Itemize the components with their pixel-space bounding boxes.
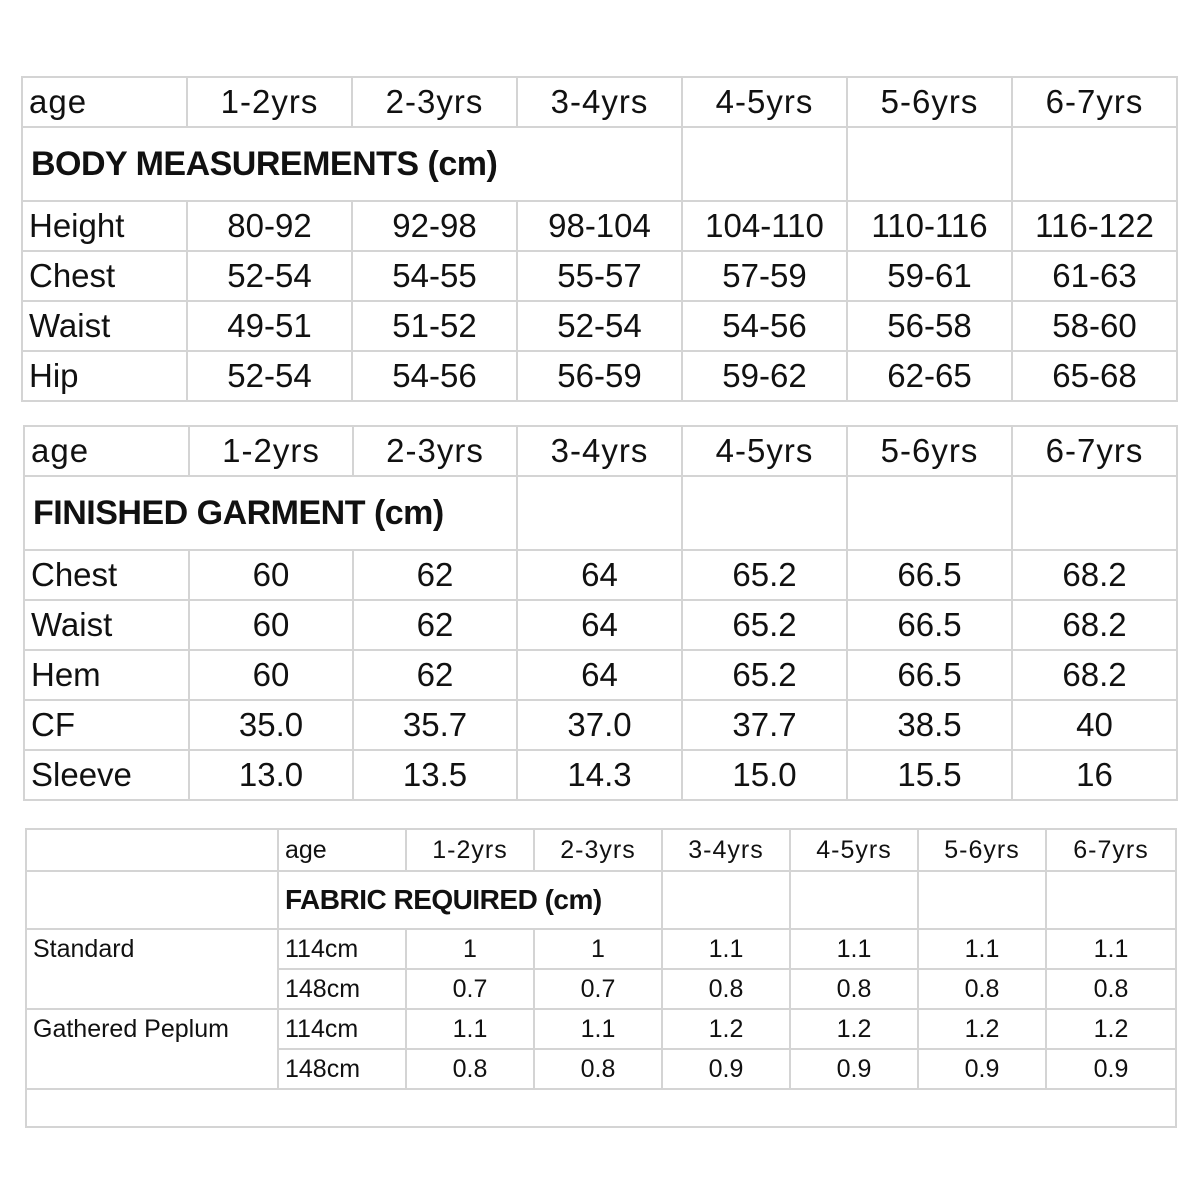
fabric-style-label: Standard [26,929,278,969]
fabric-style-label [26,969,278,1009]
table-cell: 15.0 [682,750,847,800]
table-cell: 0.9 [918,1049,1046,1089]
table-cell: 14.3 [517,750,682,800]
table-cell: 1.1 [1046,929,1176,969]
table-cell: 54-56 [352,351,517,401]
table-cell: 40 [1012,700,1177,750]
row-label: Hip [22,351,187,401]
table-cell: 65.2 [682,650,847,700]
table-cell: 60 [189,600,353,650]
age-col-header: 2-3yrs [352,77,517,127]
fabric-style-label: Gathered Peplum [26,1009,278,1049]
empty-cell [682,476,847,550]
table-cell: 16 [1012,750,1177,800]
table-row [24,600,1177,650]
age-col-header: 5-6yrs [847,426,1012,476]
empty-cell [1012,476,1177,550]
table-cell: 1 [534,929,662,969]
table-row [22,251,1177,301]
table-cell: 59-61 [847,251,1012,301]
age-header-row [24,426,1177,476]
empty-cell [847,127,1012,201]
age-col-header: 3-4yrs [662,829,790,871]
table-cell: 65-68 [1012,351,1177,401]
table-row [24,550,1177,600]
section-title-row [26,871,1176,929]
table-cell: 1.2 [790,1009,918,1049]
table-cell: 57-59 [682,251,847,301]
age-label: age [24,426,189,476]
empty-cell [918,871,1046,929]
table-cell: 59-62 [682,351,847,401]
table-row [26,969,1176,1009]
empty-cell [26,829,278,871]
row-label: Waist [24,600,189,650]
table-cell: 66.5 [847,550,1012,600]
table-row [26,1009,1176,1049]
body-measurements-table [21,76,1178,402]
empty-cell [1046,871,1176,929]
table-cell: 65.2 [682,550,847,600]
age-col-header: 1-2yrs [406,829,534,871]
table-cell: 64 [517,550,682,600]
table-cell: 0.8 [534,1049,662,1089]
row-label: Hem [24,650,189,700]
table-cell: 35.0 [189,700,353,750]
table-cell: 52-54 [187,251,352,301]
table-row [24,700,1177,750]
table-cell: 116-122 [1012,201,1177,251]
table-cell: 51-52 [352,301,517,351]
table-cell: 52-54 [187,351,352,401]
empty-cell [26,1089,1176,1127]
fabric-width-label: 114cm [278,929,406,969]
table-cell: 1.2 [1046,1009,1176,1049]
table-cell: 38.5 [847,700,1012,750]
age-header-row [26,829,1176,871]
age-col-header: 4-5yrs [682,426,847,476]
table-cell: 64 [517,600,682,650]
table-cell: 13.5 [353,750,517,800]
table-cell: 54-56 [682,301,847,351]
fabric-width-label: 114cm [278,1009,406,1049]
table-cell: 0.8 [662,969,790,1009]
section-title: FINISHED GARMENT (cm) [24,476,517,550]
empty-cell [517,476,682,550]
table-cell: 55-57 [517,251,682,301]
table-cell: 92-98 [352,201,517,251]
age-label: age [22,77,187,127]
table-row [26,929,1176,969]
table-cell: 110-116 [847,201,1012,251]
section-title: FABRIC REQUIRED (cm) [278,871,662,929]
table-cell: 1.2 [662,1009,790,1049]
table-cell: 56-59 [517,351,682,401]
table-cell: 52-54 [517,301,682,351]
empty-cell [682,127,847,201]
table-cell: 80-92 [187,201,352,251]
table-cell: 62 [353,650,517,700]
table-cell: 60 [189,550,353,600]
table-cell: 68.2 [1012,550,1177,600]
age-col-header: 6-7yrs [1012,426,1177,476]
empty-row [26,1089,1176,1127]
table-row [22,351,1177,401]
table-cell: 1.1 [534,1009,662,1049]
age-col-header: 5-6yrs [918,829,1046,871]
table-row [22,301,1177,351]
table-cell: 62-65 [847,351,1012,401]
age-col-header: 1-2yrs [189,426,353,476]
age-col-header: 2-3yrs [353,426,517,476]
table-cell: 0.7 [534,969,662,1009]
table-row [24,650,1177,700]
table-row [22,201,1177,251]
age-col-header: 4-5yrs [790,829,918,871]
row-label: Height [22,201,187,251]
empty-cell [662,871,790,929]
age-header-row [22,77,1177,127]
table-cell: 0.9 [1046,1049,1176,1089]
table-cell: 66.5 [847,600,1012,650]
row-label: Waist [22,301,187,351]
table-cell: 37.7 [682,700,847,750]
table-cell: 15.5 [847,750,1012,800]
table-cell: 68.2 [1012,600,1177,650]
table-cell: 56-58 [847,301,1012,351]
age-col-header: 4-5yrs [682,77,847,127]
age-col-header: 1-2yrs [187,77,352,127]
fabric-width-label: 148cm [278,969,406,1009]
age-col-header: 3-4yrs [517,426,682,476]
section-title-row [22,127,1177,201]
table-cell: 0.9 [790,1049,918,1089]
table-cell: 58-60 [1012,301,1177,351]
row-label: Chest [22,251,187,301]
age-col-header: 3-4yrs [517,77,682,127]
table-cell: 1.2 [918,1009,1046,1049]
table-cell: 37.0 [517,700,682,750]
table-cell: 0.8 [1046,969,1176,1009]
row-label: CF [24,700,189,750]
table-cell: 0.8 [790,969,918,1009]
empty-cell [1012,127,1177,201]
age-label: age [278,829,406,871]
table-cell: 54-55 [352,251,517,301]
table-row [26,1049,1176,1089]
table-cell: 0.7 [406,969,534,1009]
finished-garment-table [23,425,1178,801]
table-cell: 1.1 [662,929,790,969]
row-label: Chest [24,550,189,600]
table-cell: 104-110 [682,201,847,251]
table-cell: 1.1 [406,1009,534,1049]
fabric-style-label [26,1049,278,1089]
table-row [24,750,1177,800]
section-title-row [24,476,1177,550]
table-cell: 1.1 [790,929,918,969]
table-cell: 65.2 [682,600,847,650]
age-col-header: 6-7yrs [1046,829,1176,871]
age-col-header: 2-3yrs [534,829,662,871]
table-cell: 0.8 [918,969,1046,1009]
empty-cell [847,476,1012,550]
table-cell: 68.2 [1012,650,1177,700]
table-cell: 13.0 [189,750,353,800]
fabric-width-label: 148cm [278,1049,406,1089]
table-cell: 62 [353,550,517,600]
table-cell: 98-104 [517,201,682,251]
table-cell: 60 [189,650,353,700]
table-cell: 64 [517,650,682,700]
age-col-header: 5-6yrs [847,77,1012,127]
section-title: BODY MEASUREMENTS (cm) [22,127,682,201]
fabric-required-table [25,828,1177,1128]
table-cell: 61-63 [1012,251,1177,301]
table-cell: 1 [406,929,534,969]
empty-cell [790,871,918,929]
table-cell: 0.9 [662,1049,790,1089]
table-cell: 66.5 [847,650,1012,700]
table-cell: 49-51 [187,301,352,351]
table-cell: 62 [353,600,517,650]
age-col-header: 6-7yrs [1012,77,1177,127]
row-label: Sleeve [24,750,189,800]
empty-cell [26,871,278,929]
table-cell: 1.1 [918,929,1046,969]
table-cell: 0.8 [406,1049,534,1089]
table-cell: 35.7 [353,700,517,750]
